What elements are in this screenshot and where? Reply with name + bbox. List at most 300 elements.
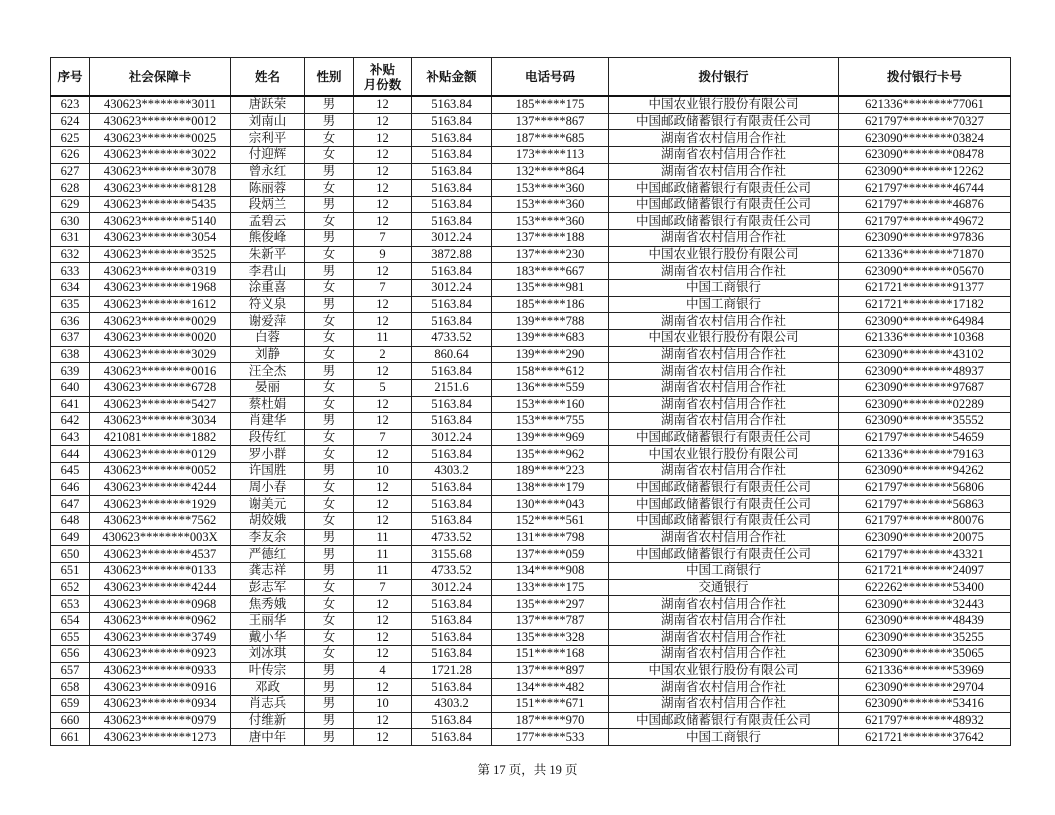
table-row [51,629,1011,646]
cell-subsidy-months: 12 [354,263,412,280]
cell-subsidy-months: 12 [354,113,412,130]
cell-subsidy-months: 2 [354,346,412,363]
table-row [51,596,1011,613]
cell-social-security-card: 430623********3034 [90,413,231,430]
cell-subsidy-months: 12 [354,313,412,330]
cell-subsidy-months: 12 [354,496,412,513]
cell-gender: 男 [305,113,354,130]
cell-bank: 湖南省农村信用合作社 [609,163,839,180]
cell-gender: 女 [305,646,354,663]
table-row [51,612,1011,629]
cell-bank-card: 623090********48937 [839,363,1011,380]
cell-name: 汪全杰 [231,363,305,380]
cell-social-security-card: 430623********4537 [90,546,231,563]
cell-gender: 男 [305,696,354,713]
cell-subsidy-amount: 1721.28 [412,662,492,679]
table-row [51,130,1011,147]
cell-subsidy-months: 5 [354,379,412,396]
cell-name: 叶传宗 [231,662,305,679]
cell-bank: 湖南省农村信用合作社 [609,363,839,380]
cell-subsidy-amount: 5163.84 [412,96,492,113]
cell-phone: 153*****360 [492,213,609,230]
cell-name: 彭志军 [231,579,305,596]
table-row [51,463,1011,480]
cell-name: 焦秀娥 [231,596,305,613]
cell-subsidy-months: 12 [354,446,412,463]
cell-subsidy-amount: 4303.2 [412,463,492,480]
table-row [51,163,1011,180]
cell-gender: 女 [305,213,354,230]
cell-social-security-card: 421081********1882 [90,429,231,446]
cell-bank: 中国邮政储蓄银行有限责任公司 [609,479,839,496]
cell-bank: 湖南省农村信用合作社 [609,346,839,363]
cell-subsidy-amount: 5163.84 [412,313,492,330]
cell-phone: 185*****175 [492,96,609,113]
cell-subsidy-months: 10 [354,696,412,713]
cell-bank: 中国邮政储蓄银行有限责任公司 [609,196,839,213]
cell-seq: 644 [51,446,90,463]
cell-name: 孟碧云 [231,213,305,230]
cell-subsidy-months: 12 [354,163,412,180]
cell-gender: 女 [305,130,354,147]
cell-phone: 158*****612 [492,363,609,380]
cell-bank-card: 623090********29704 [839,679,1011,696]
cell-bank-card: 623090********02289 [839,396,1011,413]
cell-name: 陈丽蓉 [231,180,305,197]
header-seq: 序号 [51,58,90,97]
cell-subsidy-months: 12 [354,396,412,413]
cell-name: 白蓉 [231,329,305,346]
cell-gender: 男 [305,196,354,213]
cell-social-security-card: 430623********3022 [90,146,231,163]
cell-name: 段传红 [231,429,305,446]
cell-seq: 647 [51,496,90,513]
cell-phone: 139*****969 [492,429,609,446]
cell-subsidy-amount: 3872.88 [412,246,492,263]
cell-subsidy-months: 7 [354,230,412,247]
cell-bank-card: 623090********53416 [839,696,1011,713]
cell-phone: 153*****360 [492,196,609,213]
cell-seq: 638 [51,346,90,363]
table-row [51,263,1011,280]
cell-gender: 女 [305,579,354,596]
cell-bank-card: 623090********48439 [839,612,1011,629]
cell-name: 刘冰琪 [231,646,305,663]
cell-bank: 中国工商银行 [609,562,839,579]
cell-name: 许国胜 [231,463,305,480]
cell-phone: 139*****290 [492,346,609,363]
cell-seq: 631 [51,230,90,247]
cell-gender: 男 [305,163,354,180]
cell-name: 周小春 [231,479,305,496]
cell-phone: 153*****160 [492,396,609,413]
cell-seq: 635 [51,296,90,313]
cell-subsidy-months: 12 [354,196,412,213]
table-row [51,230,1011,247]
cell-seq: 639 [51,363,90,380]
cell-bank-card: 621797********80076 [839,513,1011,530]
cell-name: 付维新 [231,712,305,729]
cell-social-security-card: 430623********1273 [90,729,231,746]
cell-subsidy-months: 12 [354,612,412,629]
table-row [51,280,1011,297]
cell-subsidy-months: 9 [354,246,412,263]
cell-seq: 653 [51,596,90,613]
cell-name: 涂重喜 [231,280,305,297]
cell-social-security-card: 430623********3525 [90,246,231,263]
header-bank: 拨付银行 [609,58,839,97]
cell-subsidy-amount: 3012.24 [412,429,492,446]
cell-phone: 137*****188 [492,230,609,247]
cell-social-security-card: 430623********3054 [90,230,231,247]
cell-seq: 625 [51,130,90,147]
cell-bank-card: 621797********56806 [839,479,1011,496]
table-row [51,379,1011,396]
cell-gender: 女 [305,446,354,463]
cell-gender: 男 [305,230,354,247]
cell-subsidy-months: 12 [354,479,412,496]
table-row [51,146,1011,163]
cell-subsidy-months: 12 [354,180,412,197]
cell-bank: 中国农业银行股份有限公司 [609,96,839,113]
table-body [51,96,1011,745]
cell-subsidy-amount: 5163.84 [412,446,492,463]
cell-subsidy-months: 12 [354,296,412,313]
cell-gender: 男 [305,263,354,280]
table-row [51,196,1011,213]
cell-phone: 153*****755 [492,413,609,430]
cell-seq: 632 [51,246,90,263]
cell-seq: 640 [51,379,90,396]
cell-subsidy-months: 7 [354,280,412,297]
table-row [51,346,1011,363]
cell-social-security-card: 430623********5427 [90,396,231,413]
cell-phone: 134*****908 [492,562,609,579]
cell-social-security-card: 430623********4244 [90,479,231,496]
cell-gender: 女 [305,180,354,197]
cell-social-security-card: 430623********5140 [90,213,231,230]
cell-bank-card: 621797********46744 [839,180,1011,197]
cell-name: 刘静 [231,346,305,363]
cell-bank-card: 621797********54659 [839,429,1011,446]
cell-phone: 137*****230 [492,246,609,263]
cell-subsidy-amount: 5163.84 [412,646,492,663]
cell-bank-card: 623090********03824 [839,130,1011,147]
cell-seq: 654 [51,612,90,629]
cell-subsidy-months: 12 [354,96,412,113]
cell-bank-card: 621797********43321 [839,546,1011,563]
cell-gender: 男 [305,96,354,113]
cell-subsidy-amount: 5163.84 [412,413,492,430]
cell-bank: 中国邮政储蓄银行有限责任公司 [609,113,839,130]
header-bank-card: 拨付银行卡号 [839,58,1011,97]
cell-bank: 湖南省农村信用合作社 [609,529,839,546]
cell-bank: 湖南省农村信用合作社 [609,612,839,629]
cell-gender: 女 [305,280,354,297]
cell-subsidy-months: 12 [354,729,412,746]
cell-seq: 660 [51,712,90,729]
cell-gender: 男 [305,679,354,696]
cell-bank: 湖南省农村信用合作社 [609,230,839,247]
cell-name: 胡姣娥 [231,513,305,530]
cell-subsidy-amount: 5163.84 [412,180,492,197]
table-row [51,113,1011,130]
cell-social-security-card: 430623********3011 [90,96,231,113]
cell-bank-card: 623090********35552 [839,413,1011,430]
cell-phone: 131*****798 [492,529,609,546]
cell-social-security-card: 430623********003X [90,529,231,546]
cell-name: 肖志兵 [231,696,305,713]
cell-name: 曾永红 [231,163,305,180]
cell-subsidy-months: 11 [354,562,412,579]
cell-bank: 湖南省农村信用合作社 [609,646,839,663]
cell-bank: 中国工商银行 [609,296,839,313]
cell-social-security-card: 430623********0025 [90,130,231,147]
cell-seq: 658 [51,679,90,696]
cell-bank: 中国农业银行股份有限公司 [609,662,839,679]
cell-subsidy-amount: 5163.84 [412,113,492,130]
cell-seq: 656 [51,646,90,663]
cell-gender: 女 [305,612,354,629]
cell-gender: 女 [305,329,354,346]
cell-subsidy-amount: 5163.84 [412,596,492,613]
cell-bank-card: 621336********53969 [839,662,1011,679]
cell-gender: 女 [305,596,354,613]
cell-name: 唐跃荣 [231,96,305,113]
table-header [51,58,1011,97]
cell-social-security-card: 430623********6728 [90,379,231,396]
cell-bank-card: 623090********97836 [839,230,1011,247]
cell-bank: 湖南省农村信用合作社 [609,629,839,646]
cell-bank: 中国邮政储蓄银行有限责任公司 [609,213,839,230]
cell-seq: 624 [51,113,90,130]
cell-subsidy-amount: 5163.84 [412,679,492,696]
cell-bank: 湖南省农村信用合作社 [609,696,839,713]
cell-subsidy-amount: 3012.24 [412,230,492,247]
table-row [51,646,1011,663]
cell-bank-card: 621797********56863 [839,496,1011,513]
cell-gender: 女 [305,513,354,530]
cell-social-security-card: 430623********0923 [90,646,231,663]
table-row [51,213,1011,230]
cell-subsidy-months: 4 [354,662,412,679]
cell-bank: 中国农业银行股份有限公司 [609,246,839,263]
cell-subsidy-months: 11 [354,529,412,546]
table-row [51,429,1011,446]
cell-subsidy-amount: 5163.84 [412,196,492,213]
cell-bank: 中国工商银行 [609,729,839,746]
cell-bank: 湖南省农村信用合作社 [609,263,839,280]
cell-seq: 642 [51,413,90,430]
cell-social-security-card: 430623********0933 [90,662,231,679]
cell-subsidy-amount: 4303.2 [412,696,492,713]
cell-phone: 152*****561 [492,513,609,530]
cell-phone: 137*****897 [492,662,609,679]
cell-subsidy-amount: 3155.68 [412,546,492,563]
cell-phone: 189*****223 [492,463,609,480]
cell-bank: 湖南省农村信用合作社 [609,413,839,430]
table-row [51,296,1011,313]
cell-seq: 648 [51,513,90,530]
cell-subsidy-months: 12 [354,646,412,663]
header-phone: 电话号码 [492,58,609,97]
cell-social-security-card: 430623********4244 [90,579,231,596]
cell-bank: 中国邮政储蓄银行有限责任公司 [609,496,839,513]
cell-bank: 中国邮政储蓄银行有限责任公司 [609,546,839,563]
cell-subsidy-amount: 2151.6 [412,379,492,396]
cell-gender: 女 [305,629,354,646]
cell-bank: 中国农业银行股份有限公司 [609,446,839,463]
table-row [51,413,1011,430]
cell-bank-card: 621721********91377 [839,280,1011,297]
header-name: 姓名 [231,58,305,97]
cell-bank-card: 621336********77061 [839,96,1011,113]
cell-name: 朱新平 [231,246,305,263]
cell-bank: 中国农业银行股份有限公司 [609,329,839,346]
cell-gender: 女 [305,479,354,496]
cell-bank: 湖南省农村信用合作社 [609,596,839,613]
cell-social-security-card: 430623********3078 [90,163,231,180]
cell-bank: 中国邮政储蓄银行有限责任公司 [609,513,839,530]
cell-social-security-card: 430623********0020 [90,329,231,346]
cell-bank: 中国工商银行 [609,280,839,297]
cell-bank-card: 623090********43102 [839,346,1011,363]
table-row [51,679,1011,696]
cell-gender: 女 [305,429,354,446]
table-row [51,729,1011,746]
table-row [51,546,1011,563]
cell-gender: 男 [305,529,354,546]
cell-seq: 643 [51,429,90,446]
cell-bank: 中国邮政储蓄银行有限责任公司 [609,712,839,729]
cell-bank-card: 621721********37642 [839,729,1011,746]
table-row [51,662,1011,679]
cell-social-security-card: 430623********5435 [90,196,231,213]
cell-social-security-card: 430623********0052 [90,463,231,480]
cell-phone: 134*****482 [492,679,609,696]
cell-seq: 629 [51,196,90,213]
cell-bank-card: 623090********94262 [839,463,1011,480]
table-row [51,363,1011,380]
cell-name: 谢美元 [231,496,305,513]
cell-name: 王丽华 [231,612,305,629]
cell-bank-card: 623090********32443 [839,596,1011,613]
cell-name: 宗利平 [231,130,305,147]
cell-social-security-card: 430623********0133 [90,562,231,579]
cell-subsidy-months: 10 [354,463,412,480]
cell-social-security-card: 430623********1968 [90,280,231,297]
cell-bank-card: 621336********71870 [839,246,1011,263]
table-row [51,696,1011,713]
cell-name: 付迎辉 [231,146,305,163]
cell-phone: 135*****328 [492,629,609,646]
cell-bank: 中国邮政储蓄银行有限责任公司 [609,180,839,197]
cell-seq: 637 [51,329,90,346]
cell-subsidy-months: 12 [354,712,412,729]
cell-bank: 湖南省农村信用合作社 [609,130,839,147]
cell-phone: 139*****683 [492,329,609,346]
cell-subsidy-months: 12 [354,413,412,430]
cell-name: 戴小华 [231,629,305,646]
cell-seq: 641 [51,396,90,413]
table-row [51,529,1011,546]
cell-phone: 151*****168 [492,646,609,663]
cell-name: 严德红 [231,546,305,563]
cell-subsidy-amount: 4733.52 [412,562,492,579]
cell-gender: 女 [305,496,354,513]
cell-phone: 139*****788 [492,313,609,330]
cell-seq: 661 [51,729,90,746]
cell-bank: 湖南省农村信用合作社 [609,313,839,330]
cell-phone: 153*****360 [492,180,609,197]
table-row [51,180,1011,197]
cell-subsidy-months: 12 [354,363,412,380]
table-row [51,313,1011,330]
cell-phone: 137*****867 [492,113,609,130]
cell-gender: 女 [305,313,354,330]
cell-gender: 女 [305,246,354,263]
header-gender: 性别 [305,58,354,97]
cell-bank-card: 623090********08478 [839,146,1011,163]
cell-subsidy-amount: 5163.84 [412,396,492,413]
cell-seq: 633 [51,263,90,280]
cell-seq: 636 [51,313,90,330]
cell-social-security-card: 430623********3749 [90,629,231,646]
cell-phone: 137*****059 [492,546,609,563]
table-row [51,579,1011,596]
cell-subsidy-months: 7 [354,579,412,596]
table-row [51,329,1011,346]
cell-bank: 湖南省农村信用合作社 [609,463,839,480]
cell-social-security-card: 430623********0916 [90,679,231,696]
cell-subsidy-amount: 5163.84 [412,296,492,313]
cell-bank: 湖南省农村信用合作社 [609,146,839,163]
cell-phone: 136*****559 [492,379,609,396]
cell-seq: 649 [51,529,90,546]
header-subsidy-amount: 补贴金额 [412,58,492,97]
cell-subsidy-amount: 5163.84 [412,712,492,729]
cell-social-security-card: 430623********0934 [90,696,231,713]
cell-bank-card: 621797********48932 [839,712,1011,729]
cell-subsidy-months: 12 [354,629,412,646]
table-row [51,396,1011,413]
cell-phone: 138*****179 [492,479,609,496]
cell-phone: 187*****685 [492,130,609,147]
cell-name: 李君山 [231,263,305,280]
cell-subsidy-months: 12 [354,213,412,230]
cell-gender: 男 [305,729,354,746]
cell-subsidy-months: 7 [354,429,412,446]
cell-name: 邓政 [231,679,305,696]
cell-name: 段炳兰 [231,196,305,213]
cell-name: 肖建华 [231,413,305,430]
cell-phone: 135*****981 [492,280,609,297]
cell-social-security-card: 430623********0029 [90,313,231,330]
cell-subsidy-months: 12 [354,679,412,696]
cell-gender: 男 [305,363,354,380]
cell-phone: 185*****186 [492,296,609,313]
table-row [51,446,1011,463]
cell-subsidy-amount: 5163.84 [412,479,492,496]
cell-gender: 男 [305,463,354,480]
cell-subsidy-months: 12 [354,146,412,163]
cell-subsidy-amount: 4733.52 [412,329,492,346]
cell-bank-card: 623090********35255 [839,629,1011,646]
cell-subsidy-amount: 5163.84 [412,496,492,513]
cell-bank: 湖南省农村信用合作社 [609,379,839,396]
cell-subsidy-months: 12 [354,596,412,613]
cell-seq: 626 [51,146,90,163]
